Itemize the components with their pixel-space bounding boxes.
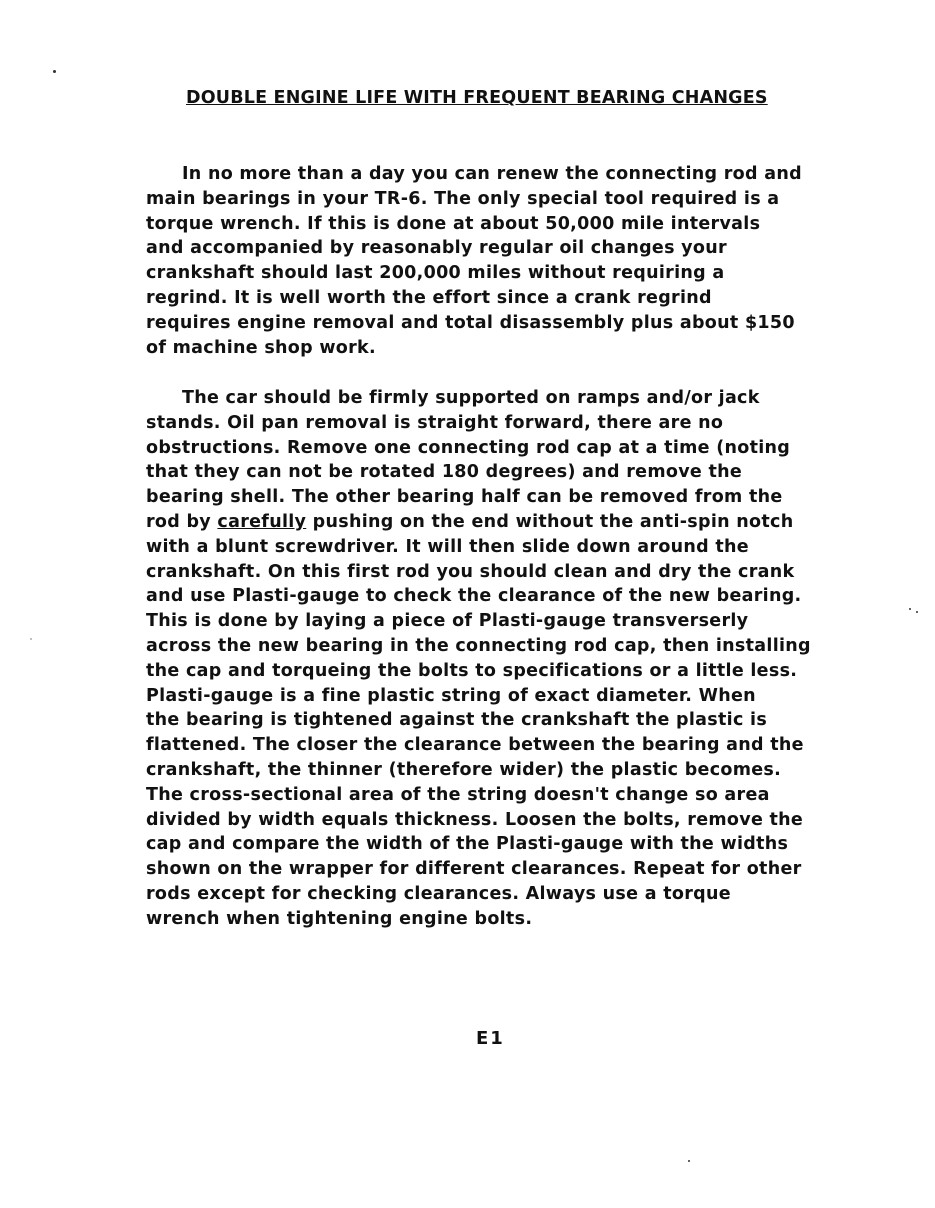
text-line-with-emphasis xyxy=(146,510,826,535)
scan-speck xyxy=(30,638,32,640)
text-line: shown on the wrapper for different clearances. Repeat for other xyxy=(146,859,802,880)
text-line: crankshaft should last 200,000 miles without requiring a xyxy=(146,263,725,284)
text-line: divided by width equals thickness. Loosen the bolts, remove the xyxy=(146,809,804,830)
paragraph-procedure xyxy=(146,386,826,932)
text-line: with a blunt screwdriver. It will then slide down around the xyxy=(146,536,749,557)
text-line: and use Plasti-gauge to check the clearance of the new bearing. xyxy=(146,586,802,607)
text-line: the bearing is tightened against the crankshaft the plastic is xyxy=(146,710,768,731)
scan-speck xyxy=(688,1160,690,1162)
paragraph-bearing-intro xyxy=(146,162,826,360)
scan-speck xyxy=(909,608,911,610)
text-line: flattened. The closer the clearance between the bearing and the xyxy=(146,735,804,756)
text-segment: rod by xyxy=(146,511,218,532)
text-line: regrind. It is well worth the effort since a crank regrind xyxy=(146,287,712,308)
scan-speck xyxy=(916,611,918,613)
text-line: main bearings in your TR-6. The only special tool required is a xyxy=(146,188,780,209)
page-title: DOUBLE ENGINE LIFE WITH FREQUENT BEARING CHANGES xyxy=(186,88,768,108)
text-line: of machine shop work. xyxy=(146,337,376,358)
scan-speck xyxy=(53,70,56,73)
text-line: across the new bearing in the connecting rod cap, then installing xyxy=(146,635,811,656)
text-line: the cap and torqueing the bolts to specifications or a little less. xyxy=(146,660,798,681)
text-line: crankshaft. On this first rod you should clean and dry the crank xyxy=(146,561,795,582)
text-line: torque wrench. If this is done at about 50,000 mile intervals xyxy=(146,213,761,234)
text-line: stands. Oil pan removal is straight forward, there are no xyxy=(146,412,724,433)
text-line: cap and compare the width of the Plasti-gauge with the widths xyxy=(146,834,789,855)
text-line: obstructions. Remove one connecting rod cap at a time (noting xyxy=(146,437,791,458)
text-line: rods except for checking clearances. Always use a torque xyxy=(146,883,731,904)
text-line: and accompanied by reasonably regular oil changes your xyxy=(146,238,727,259)
text-line: Plasti-gauge is a fine plastic string of exact diameter. When xyxy=(146,685,756,706)
text-line: bearing shell. The other bearing half can be removed from the xyxy=(146,487,783,508)
text-line: This is done by laying a piece of Plasti-gauge transverserly xyxy=(146,611,749,632)
text-line: The cross-sectional area of the string doesn't change so area xyxy=(146,784,770,805)
text-line: requires engine removal and total disassembly plus about $150 xyxy=(146,312,795,333)
text-line: wrench when tightening engine bolts. xyxy=(146,908,533,929)
text-line: The car should be firmly supported on ramps and/or jack xyxy=(182,388,760,408)
text-line: In no more than a day you can renew the connecting rod and xyxy=(182,164,802,184)
text-line: crankshaft, the thinner (therefore wider) the plastic becomes. xyxy=(146,759,782,780)
emphasized-word: carefully xyxy=(217,511,307,532)
page-number: E1 xyxy=(476,1028,505,1049)
text-line: that they can not be rotated 180 degrees) and remove the xyxy=(146,462,743,483)
text-segment: pushing on the end without the anti-spin notch xyxy=(306,511,794,532)
